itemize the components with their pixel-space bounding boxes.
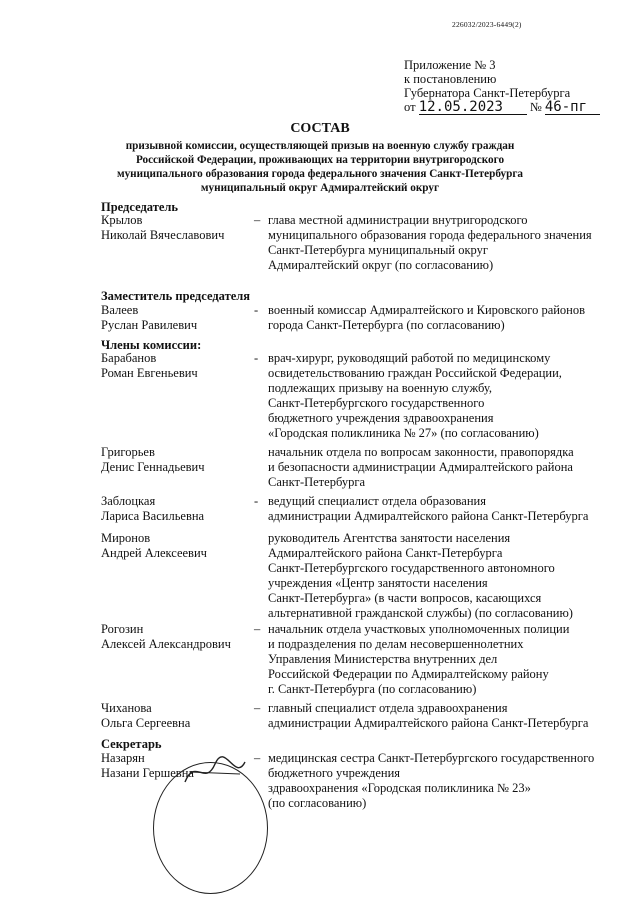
position-line: города Санкт-Петербурга (по согласованию) [268, 318, 505, 332]
position-line: начальник отдела участковых уполномоченных полиции [268, 622, 570, 636]
position-line: и подразделения по делам несовершеннолетних [268, 637, 524, 651]
position-line: «Городская поликлиника № 27» (по согласованию) [268, 426, 539, 440]
position-line: здравоохранения «Городская поликлиника № 23» [268, 781, 531, 795]
member-given-names: Руслан Равилевич [101, 318, 198, 332]
member-position [268, 531, 608, 621]
position-line: Санкт-Петербургского государственного [268, 396, 485, 410]
position-line: освидетельствованию граждан Российской Федерации, [268, 366, 562, 380]
member-position [268, 701, 608, 731]
member-given-names: Роман Евгеньевич [101, 366, 198, 380]
appendix-line-2: к постановлению [404, 72, 497, 86]
position-line: врач-хирург, руководящий работой по медицинскому [268, 351, 551, 365]
section-secretary: Секретарь [101, 737, 162, 751]
member-name [101, 531, 207, 561]
position-line: Управления Министерства внутренних дел [268, 652, 498, 666]
section-members: Члены комиссии: [101, 338, 202, 352]
position-line: Адмиралтейский округ (по согласованию) [268, 258, 494, 272]
member-surname: Крылов [101, 213, 143, 227]
member-given-names: Николай Вячеславович [101, 228, 225, 242]
member-given-names: Лариса Васильевна [101, 509, 205, 523]
member-dash: - [254, 351, 259, 365]
member-surname: Рогозин [101, 622, 144, 636]
member-surname: Барабанов [101, 351, 157, 365]
position-line: и безопасности администрации Адмиралтейского района [268, 460, 573, 474]
signature-scribble [180, 752, 250, 792]
member-name [101, 701, 190, 731]
number-prefix: № [529, 100, 542, 114]
position-line: руководитель Агентства занятости населения [268, 531, 511, 545]
member-dash: – [254, 622, 261, 636]
position-line: муниципального образования города федерального значения [268, 228, 592, 242]
member-name [101, 622, 231, 652]
position-line: медицинская сестра Санкт-Петербургского государственного [268, 751, 595, 765]
member-name [101, 351, 198, 381]
position-line: альтернативной гражданской службы) (по согласованию) [268, 606, 573, 620]
member-dash: - [254, 494, 259, 508]
position-line: администрации Адмиралтейского района Санкт-Петербурга [268, 509, 589, 523]
member-dash: – [254, 701, 261, 715]
position-line: Адмиралтейского района Санкт-Петербурга [268, 546, 503, 560]
position-line: администрации Адмиралтейского района Санкт-Петербурга [268, 716, 589, 730]
member-surname: Назарян [101, 751, 145, 765]
position-line: ведущий специалист отдела образования [268, 494, 486, 508]
member-name [101, 213, 224, 243]
member-given-names: Андрей Алексеевич [101, 546, 207, 560]
member-name [101, 445, 205, 475]
member-position [268, 213, 608, 273]
position-line: (по согласованию) [268, 796, 367, 810]
member-dash: – [254, 751, 261, 765]
member-position [268, 303, 608, 333]
section-deputy: Заместитель председателя [101, 289, 251, 303]
member-given-names: Денис Геннадьевич [101, 460, 205, 474]
section-chair: Председатель [101, 200, 179, 214]
member-position [268, 494, 608, 524]
member-position [268, 622, 608, 697]
position-line: г. Санкт-Петербурга (по согласованию) [268, 682, 477, 696]
position-line: Санкт-Петербургского государственного автономного [268, 561, 555, 575]
position-line: бюджетного учреждения [268, 766, 401, 780]
position-line: Санкт-Петербурга» (в части вопросов, касающихся [268, 591, 542, 605]
member-position [268, 751, 608, 811]
position-line: военный комиссар Адмиралтейского и Кировского районов [268, 303, 586, 317]
position-line: учреждения «Центр занятости населения [268, 576, 488, 590]
member-surname: Миронов [101, 531, 151, 545]
appendix-block [404, 58, 600, 115]
member-given-names: Алексей Александрович [101, 637, 231, 651]
date-prefix: от [404, 100, 416, 114]
member-position [268, 445, 608, 490]
member-dash: – [254, 213, 261, 227]
decree-number: 46-пг [545, 101, 600, 115]
position-line: бюджетного учреждения здравоохранения [268, 411, 494, 425]
document-id: 226032/2023-6449(2) [452, 20, 522, 29]
appendix-line-1: Приложение № 3 [404, 58, 496, 72]
appendix-line-3: Губернатора Санкт-Петербурга [404, 86, 571, 100]
member-surname: Григорьев [101, 445, 155, 459]
position-line: Российской Федерации по Адмиралтейскому району [268, 667, 549, 681]
appendix-date-line [404, 100, 600, 115]
position-line: подлежащих призыву на военную службу, [268, 381, 492, 395]
decree-date: 12.05.2023 [419, 101, 527, 115]
member-surname: Чиханова [101, 701, 152, 715]
page-subtitle: призывной комиссии, осуществляющей призыв на военную службу граждан Российской Федерации, проживающих на территории внутригородского муниципального образования города федерального значения Санкт-Петербурга муниципальный округ Адмиралтейский округ [116, 140, 524, 194]
member-surname: Заблоцкая [101, 494, 156, 508]
position-line: глава местной администрации внутригородского [268, 213, 528, 227]
member-name [101, 494, 204, 524]
member-surname: Валеев [101, 303, 139, 317]
position-line: Санкт-Петербурга [268, 475, 366, 489]
member-name [101, 303, 197, 333]
member-position [268, 351, 608, 441]
position-line: начальник отдела по вопросам законности, правопорядка [268, 445, 574, 459]
member-dash: - [254, 303, 259, 317]
member-given-names: Ольга Сергеевна [101, 716, 191, 730]
page-title: СОСТАВ [290, 121, 350, 136]
member-given-names: Назани Гершевна [101, 766, 194, 780]
position-line: главный специалист отдела здравоохранения [268, 701, 508, 715]
position-line: Санкт-Петербурга муниципальный округ [268, 243, 489, 257]
